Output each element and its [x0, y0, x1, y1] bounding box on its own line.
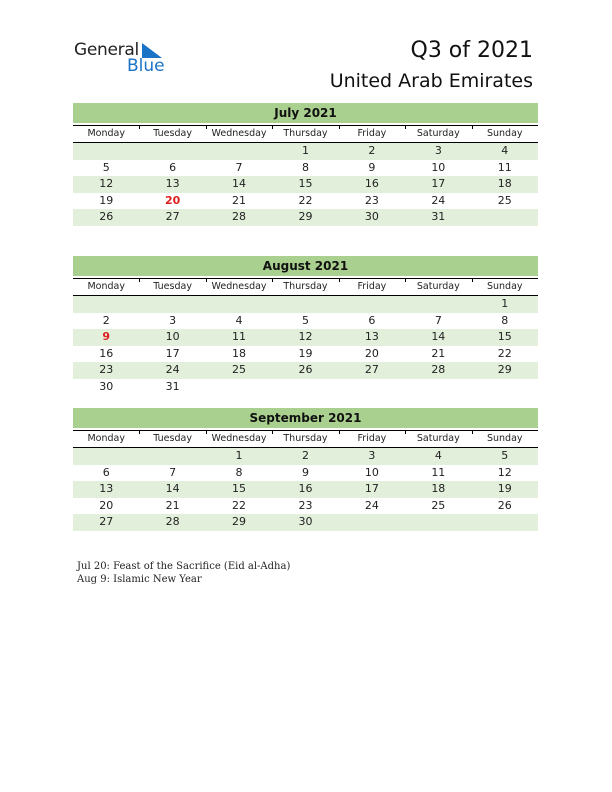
weekday-label: Saturday — [405, 279, 471, 295]
date-cell — [405, 296, 471, 313]
week-row — [73, 329, 538, 346]
date-cell: 17 — [431, 177, 446, 190]
holiday-notes — [77, 560, 290, 586]
date-cell: 19 — [298, 346, 313, 360]
country-name: United Arab Emirates — [329, 70, 533, 92]
holiday-date-cell: 9 — [102, 330, 111, 343]
date-cell: 21 — [232, 193, 247, 207]
date-cell: 2 — [368, 144, 376, 157]
weekday-label: Saturday — [405, 431, 471, 447]
weekday-label: Sunday — [472, 126, 538, 142]
date-cell: 19 — [497, 482, 512, 495]
date-cell: 24 — [364, 498, 379, 512]
date-cell — [405, 514, 471, 531]
weekday-label: Wednesday — [206, 279, 272, 295]
date-cell: 12 — [497, 465, 512, 479]
date-cell: 10 — [364, 465, 379, 479]
date-cell: 28 — [165, 515, 180, 528]
holiday-note: Aug 9: Islamic New Year — [77, 574, 202, 585]
date-cell: 8 — [501, 313, 509, 327]
date-cell: 16 — [298, 482, 313, 495]
week-row — [73, 296, 538, 313]
date-cell: 3 — [368, 449, 376, 462]
date-cell: 14 — [431, 330, 446, 343]
page-title: Q3 of 2021 — [410, 38, 533, 63]
date-cell — [405, 379, 471, 396]
date-cell: 6 — [169, 160, 177, 174]
date-cell: 17 — [165, 346, 180, 360]
week-row — [73, 498, 538, 515]
date-cell: 7 — [235, 160, 243, 174]
date-cell — [339, 379, 405, 396]
weekday-label: Thursday — [272, 126, 338, 142]
date-cell — [73, 448, 139, 465]
date-cell: 25 — [431, 498, 446, 512]
date-cell — [272, 379, 338, 396]
date-cell: 12 — [298, 330, 313, 343]
date-cell: 11 — [431, 465, 446, 479]
date-cell — [206, 296, 272, 313]
date-cell: 7 — [169, 465, 177, 479]
date-cell — [139, 143, 205, 160]
date-cell: 26 — [497, 498, 512, 512]
date-cell: 9 — [301, 465, 309, 479]
weekday-label: Wednesday — [206, 126, 272, 142]
date-cell — [73, 143, 139, 160]
date-cell — [206, 379, 272, 396]
date-cell: 14 — [165, 482, 180, 495]
date-cell: 26 — [99, 210, 114, 223]
date-cell: 27 — [364, 363, 379, 376]
date-cell: 24 — [165, 363, 180, 376]
date-cell: 25 — [232, 363, 247, 376]
month-calendar — [73, 103, 538, 226]
week-row — [73, 465, 538, 482]
date-cell: 20 — [99, 498, 114, 512]
date-cell: 3 — [434, 144, 442, 157]
month-calendar — [73, 256, 538, 395]
date-cell: 11 — [232, 330, 247, 343]
weekday-label: Friday — [339, 431, 405, 447]
date-cell — [472, 514, 538, 531]
date-cell: 1 — [301, 144, 309, 157]
date-cell: 15 — [497, 330, 512, 343]
date-cell: 13 — [165, 177, 180, 190]
date-cell: 28 — [232, 210, 247, 223]
date-cell: 22 — [232, 498, 247, 512]
week-row — [73, 143, 538, 160]
date-cell: 27 — [165, 210, 180, 223]
week-row — [73, 346, 538, 363]
weekday-label: Thursday — [272, 279, 338, 295]
week-row — [73, 160, 538, 177]
week-row — [73, 176, 538, 193]
date-cell: 31 — [431, 210, 446, 223]
weekday-label: Saturday — [405, 126, 471, 142]
weekday-label: Monday — [87, 128, 125, 139]
month-title: July 2021 — [73, 103, 538, 123]
date-cell: 16 — [364, 177, 379, 190]
date-cell: 30 — [298, 515, 313, 528]
date-cell — [339, 514, 405, 531]
date-cell: 5 — [301, 313, 309, 327]
date-cell: 18 — [497, 177, 512, 190]
weekday-label: Friday — [339, 126, 405, 142]
date-cell: 12 — [99, 177, 114, 190]
date-cell: 26 — [298, 363, 313, 376]
weekday-label: Wednesday — [206, 431, 272, 447]
weekday-label: Tuesday — [139, 126, 205, 142]
date-cell — [139, 448, 205, 465]
weekday-label: Monday — [87, 281, 125, 292]
date-cell: 13 — [99, 482, 114, 495]
date-cell: 5 — [102, 160, 110, 174]
date-cell: 2 — [102, 313, 110, 327]
date-cell: 25 — [497, 193, 512, 207]
date-cell: 8 — [301, 160, 309, 174]
date-cell: 3 — [169, 313, 177, 327]
date-cell — [206, 143, 272, 160]
date-cell: 24 — [431, 193, 446, 207]
date-cell — [472, 209, 538, 226]
date-cell: 29 — [497, 363, 512, 376]
weekday-label: Sunday — [472, 279, 538, 295]
week-row — [73, 209, 538, 226]
date-cell: 6 — [368, 313, 376, 327]
date-cell: 5 — [501, 449, 509, 462]
month-calendar — [73, 408, 538, 531]
date-cell: 4 — [434, 449, 442, 462]
date-cell: 15 — [232, 482, 247, 495]
date-cell — [272, 296, 338, 313]
date-cell: 7 — [434, 313, 442, 327]
week-row — [73, 379, 538, 396]
date-cell: 29 — [298, 210, 313, 223]
date-cell: 6 — [102, 465, 110, 479]
holiday-note: Jul 20: Feast of the Sacrifice (Eid al-Adha) — [77, 561, 291, 572]
date-cell: 18 — [431, 482, 446, 495]
weekday-header — [73, 278, 538, 296]
date-cell: 23 — [298, 498, 313, 512]
date-cell: 21 — [165, 498, 180, 512]
date-cell: 30 — [99, 379, 114, 393]
date-cell: 17 — [364, 482, 379, 495]
date-cell: 30 — [364, 210, 379, 223]
week-row — [73, 514, 538, 531]
weekday-label: Thursday — [272, 431, 338, 447]
date-cell: 14 — [232, 177, 247, 190]
date-cell: 11 — [497, 160, 512, 174]
date-cell: 22 — [497, 346, 512, 360]
date-cell: 23 — [364, 193, 379, 207]
date-cell: 23 — [99, 363, 114, 376]
logo-blue-text: Blue — [127, 56, 165, 76]
weekday-header — [73, 430, 538, 448]
date-cell: 20 — [364, 346, 379, 360]
date-cell — [139, 296, 205, 313]
month-title: September 2021 — [73, 408, 538, 428]
date-cell: 1 — [501, 297, 509, 310]
date-cell: 31 — [165, 379, 180, 393]
date-cell: 10 — [431, 160, 446, 174]
weekday-label: Tuesday — [139, 431, 205, 447]
weekday-label: Sunday — [472, 431, 538, 447]
date-cell: 22 — [298, 193, 313, 207]
date-cell: 10 — [165, 330, 180, 343]
weekday-label: Tuesday — [139, 279, 205, 295]
date-cell: 9 — [368, 160, 376, 174]
logo-general-text: General — [74, 40, 139, 60]
date-cell: 13 — [364, 330, 379, 343]
date-cell — [339, 296, 405, 313]
date-cell: 18 — [232, 346, 247, 360]
date-cell: 4 — [235, 313, 243, 327]
week-row — [73, 313, 538, 330]
date-cell: 27 — [99, 515, 114, 528]
month-title: August 2021 — [73, 256, 538, 276]
date-cell: 16 — [99, 346, 114, 360]
date-cell: 29 — [232, 515, 247, 528]
holiday-date-cell: 20 — [164, 193, 181, 207]
week-row — [73, 362, 538, 379]
date-cell: 4 — [501, 144, 509, 157]
weekday-header — [73, 125, 538, 143]
date-cell — [73, 296, 139, 313]
weekday-label: Friday — [339, 279, 405, 295]
date-cell: 19 — [99, 193, 114, 207]
date-cell: 15 — [298, 177, 313, 190]
date-cell: 28 — [431, 363, 446, 376]
date-cell: 1 — [235, 449, 243, 462]
week-row — [73, 481, 538, 498]
weekday-label: Monday — [87, 433, 125, 444]
date-cell — [472, 379, 538, 396]
date-cell: 8 — [235, 465, 243, 479]
week-row — [73, 193, 538, 210]
week-row — [73, 448, 538, 465]
date-cell: 2 — [301, 449, 309, 462]
date-cell: 21 — [431, 346, 446, 360]
